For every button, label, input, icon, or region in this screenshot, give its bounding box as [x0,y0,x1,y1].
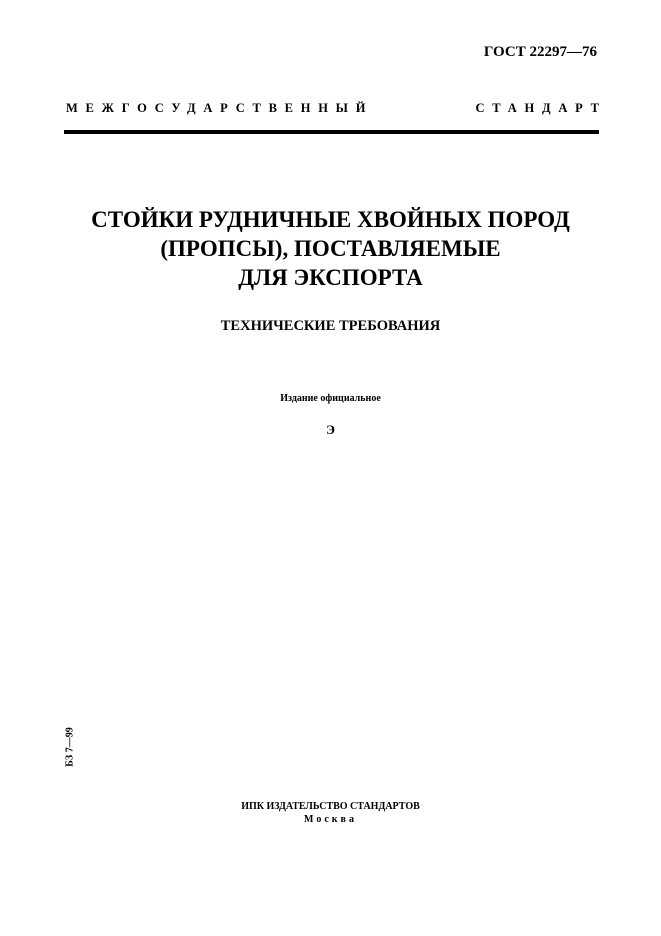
document-subtitle: ТЕХНИЧЕСКИЕ ТРЕБОВАНИЯ [220,318,441,334]
side-code-text: БЗ 7—99 [64,727,76,767]
title-line: СТОЙКИ РУДНИЧНЫЕ ХВОЙНЫХ ПОРОД [91,207,570,232]
side-code [63,724,77,770]
document-title [0,205,661,292]
publisher-city: Москва [304,814,357,825]
standard-number: ГОСТ 22297—76 [483,44,597,60]
title-line: (ПРОПСЫ), ПОСТАВЛЯЕМЫЕ [160,236,501,261]
publisher: ИПК ИЗДАТЕЛЬСТВО СТАНДАРТОВ [241,801,420,812]
title-line: ДЛЯ ЭКСПОРТА [238,265,423,290]
interstate-standard-heading [66,101,607,116]
edition-label: Издание официальное [280,393,381,404]
export-mark: Э [326,422,335,437]
interstate-word: МЕЖГОСУДАРСТВЕННЫЙ [66,101,374,115]
standard-word: СТАНДАРТ [475,101,607,115]
header-rule [64,130,599,134]
